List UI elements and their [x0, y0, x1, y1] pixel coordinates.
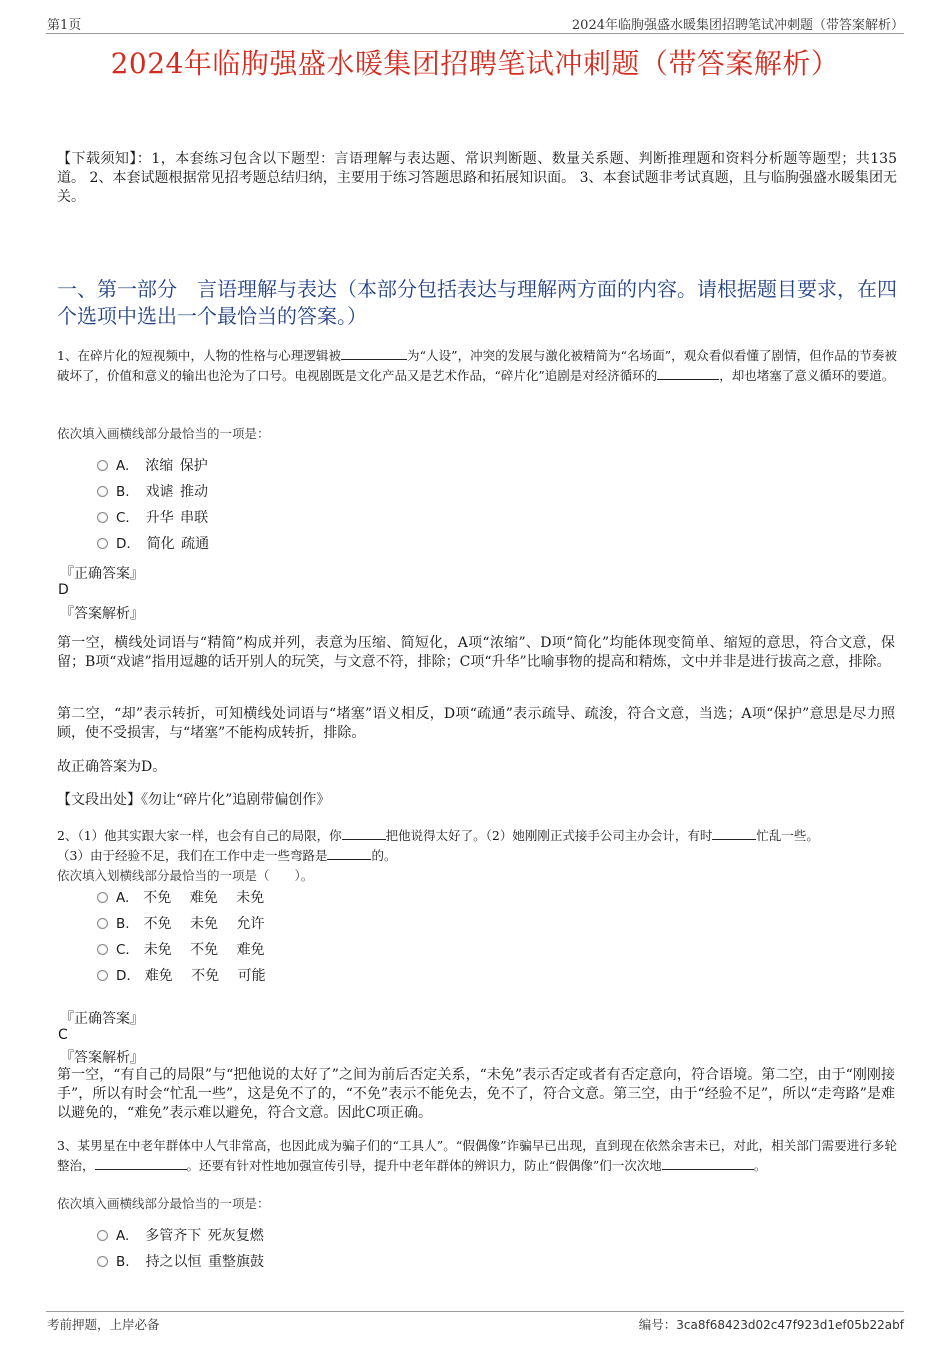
radio-icon[interactable]: [97, 918, 108, 929]
q2-analysis: 第一空，“有自己的局限”与“把他说的太好了”之间为前后否定关系，“未免”表示否定或者有否定意向，符合语境。第二空，由于“刚刚接手”，所以有时会“忙乱一些”，这是免不了的，“不免”表示不能免去，免不了，符合文意。第三空，由于“经验不足”，所以“走弯路”是难以避免的，“难免”表示难以避免，符合文意。因此C项正确。: [57, 1067, 895, 1121]
radio-icon[interactable]: [97, 892, 108, 903]
q2-option-b[interactable]: B. 不免 未免 允许: [97, 914, 264, 934]
question-1-prompt: 依次填入画横线部分最恰当的一项是：: [57, 426, 270, 441]
radio-icon[interactable]: [97, 1256, 108, 1267]
q1-analysis-paragraph-2: 第二空，“却”表示转折，可知横线处词语与“堵塞”语义相反，D项“疏通”表示疏导、疏浚，符合文意，当选；A项“保护”意思是尽力照顾，使不受损害，与“堵塞”不能构成转折，排除。: [57, 706, 895, 741]
running-title: 2024年临朐强盛水暖集团招聘笔试冲刺题（带答案解析）: [571, 18, 904, 33]
radio-icon[interactable]: [97, 970, 108, 981]
download-notice: 【下载须知】：1，本套练习包含以下题型：言语理解与表达题、常识判断题、数量关系题、判断推理题和资料分析题等题型；共135道。 2、本套试题根据常见招考题总结归纳，主要用于练习答题思路和拓展知识面。 3、本套试题非考试真题，且与临朐强盛水暖集团无关。: [57, 151, 897, 205]
q2-option-a[interactable]: A. 不免 难免 未免: [97, 888, 264, 908]
radio-icon[interactable]: [97, 538, 108, 549]
q3-option-b[interactable]: B. 持之以恒 重整旗鼓: [97, 1252, 264, 1272]
radio-icon[interactable]: [97, 512, 108, 523]
section-heading: 一、第一部分 言语理解与表达（本部分包括表达与理解两方面的内容。请根据题目要求，在四个选项中选出一个最恰当的答案。）: [57, 277, 897, 328]
q1-option-a[interactable]: A. 浓缩 保护: [97, 456, 208, 476]
header-divider: [46, 33, 904, 34]
footer-divider: [46, 1311, 904, 1312]
question-2-text: 2、（1）他其实跟大家一样，也会有自己的局限，你 把他说得太好了。（2）她刚刚正式接手公司主办会计，有时 忙乱一些。 （3）由于经验不足，我们在工作中走一些弯路是 的。: [57, 828, 819, 863]
q1-answer-label: 『正确答案』: [60, 566, 144, 582]
q2-option-c[interactable]: C. 未免 不免 难免: [97, 940, 265, 960]
q1-analysis-paragraph-1: 第一空，横线处词语与“精简”构成并列，表意为压缩、简短化，A项“浓缩”、D项“简化”均能体现变简单、缩短的意思，符合文意，保留；B项“戏谑”指用逗趣的话开别人的玩笑，与文意不符，排除；C项“升华”比喻事物的提高和精炼，文中并非是进行拔高之意，排除。: [57, 635, 895, 670]
q2-option-d[interactable]: D. 难免 不免 可能: [97, 966, 266, 986]
code-value: 3ca8f68423d02c47f923d1ef05b22abf: [676, 1318, 904, 1332]
question-3-prompt: 依次填入画横线部分最恰当的一项是：: [57, 1196, 270, 1211]
q1-source: 【文段出处】《勿让“碎片化”追剧带偏创作》: [57, 792, 331, 808]
document-code: [639, 1315, 904, 1333]
question-1-text: 1、在碎片化的短视频中，人物的性格与心理逻辑被 为“人设”，冲突的发展与激化被精简为“名场面”，观众看似看懂了剧情，但作品的节奏被破坏了，价值和意义的输出也沦为了口号。电视剧既是文化产品又是艺术作品，“碎片化”追剧是对经济循环的 ，却也堵塞了意义循环的要道。: [57, 348, 897, 383]
footer-slogan: 考前押题，上岸必备: [47, 1317, 160, 1332]
page-title: 2024年临朐强盛水暖集团招聘笔试冲刺题（带答案解析）: [110, 47, 840, 80]
radio-icon[interactable]: [97, 1230, 108, 1241]
q3-option-a[interactable]: A. 多管齐下 死灰复燃: [97, 1226, 264, 1246]
q2-analysis-label: 『答案解析』: [60, 1050, 144, 1066]
q1-option-d[interactable]: D. 简化 疏通: [97, 534, 209, 554]
question-2-prompt: 依次填入划横线部分最恰当的一项是（ ）。: [57, 868, 314, 883]
q1-option-b[interactable]: B. 戏谑 推动: [97, 482, 208, 502]
radio-icon[interactable]: [97, 486, 108, 497]
page-number: 第1页: [47, 18, 82, 33]
radio-icon[interactable]: [97, 460, 108, 471]
q1-conclusion: 故正确答案为D。: [57, 759, 167, 775]
q1-analysis-label: 『答案解析』: [60, 606, 144, 622]
q1-answer: D: [58, 582, 69, 598]
code-label: 编号：: [638, 1317, 677, 1332]
q1-option-c[interactable]: C. 升华 串联: [97, 508, 208, 528]
question-3-text: 3、某男星在中老年群体中人气非常高，也因此成为骗子们的“工具人”。“假偶像”诈骗早已出现，直到现在依然余害未已，对此，相关部门需要进行多轮整治， 。还要有针对性地加强宣传引导，提升中老年群体的辨识力，防止“假偶像”们一次次地 。: [57, 1138, 897, 1173]
q2-answer-label: 『正确答案』: [60, 1011, 144, 1027]
q2-answer: C: [58, 1027, 68, 1043]
radio-icon[interactable]: [97, 944, 108, 955]
